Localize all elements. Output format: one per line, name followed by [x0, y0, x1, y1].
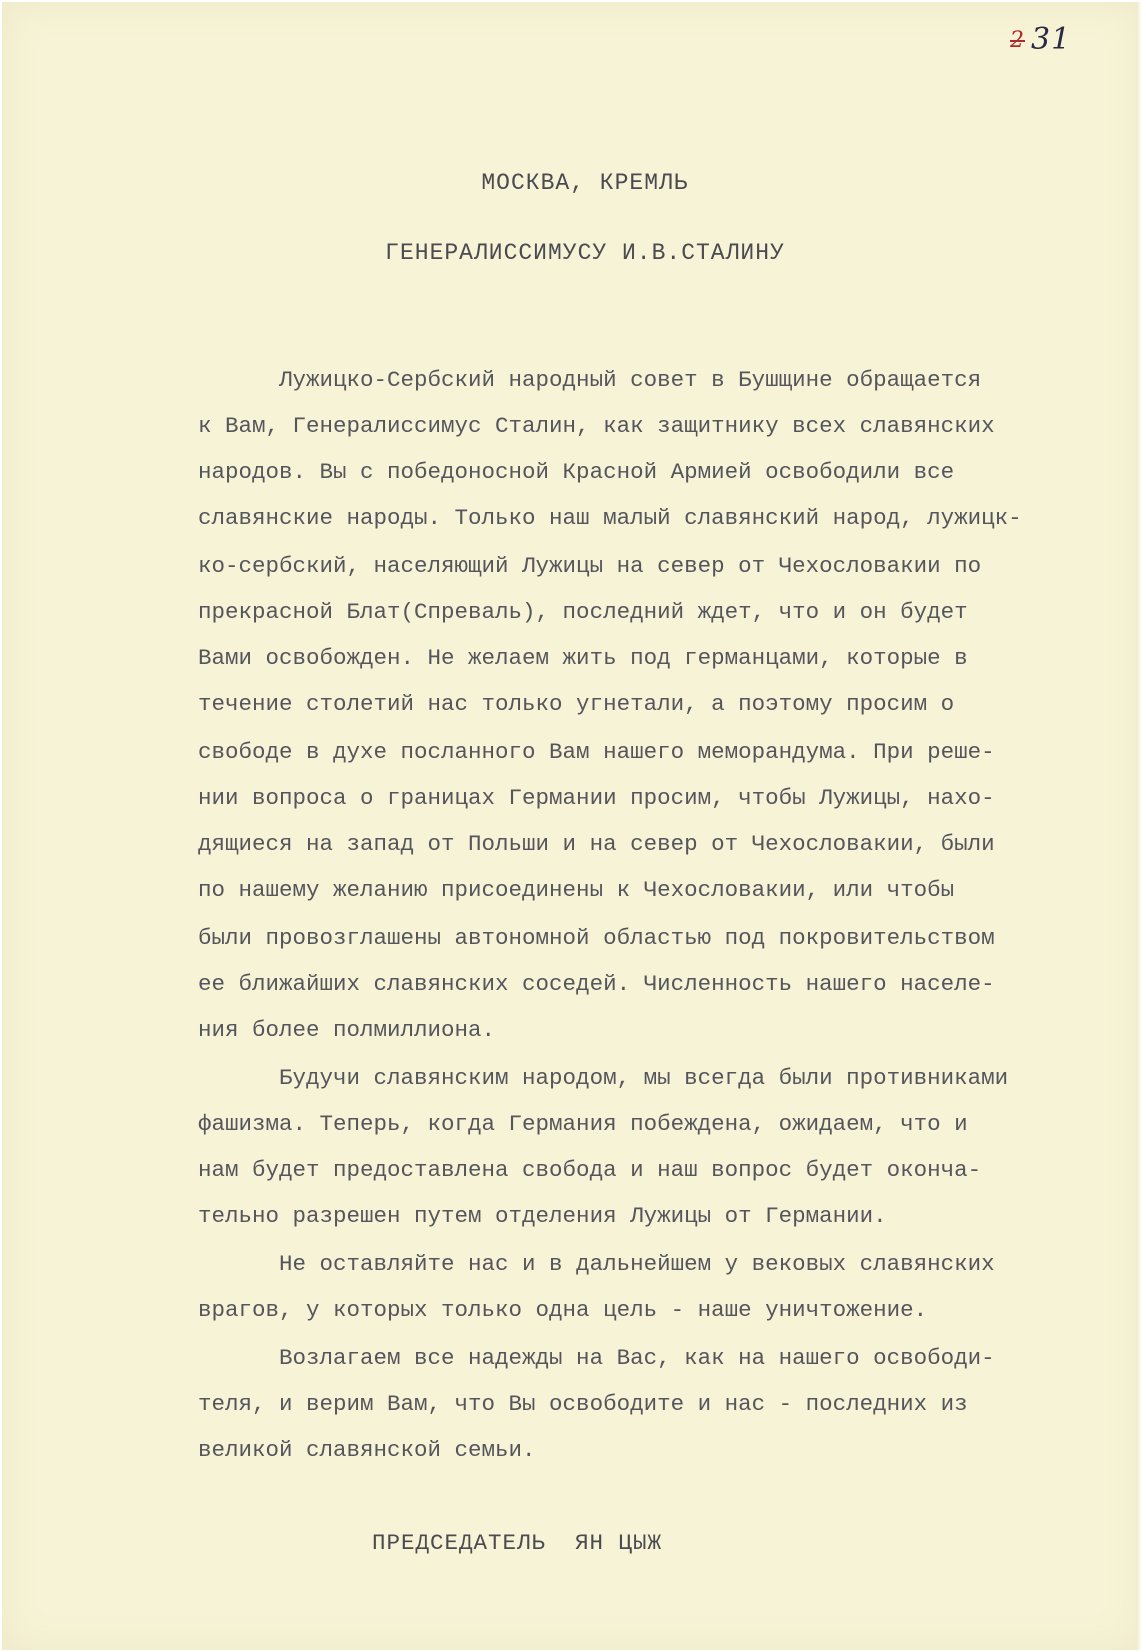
body-line: теля, и верим Вам, что Вы освободите и нас - последних из — [198, 1391, 968, 1417]
body-line: свободе в духе посланного Вам нашего меморандума. При реше- — [198, 739, 995, 765]
body-line: нии вопроса о границах Германии просим, чтобы Лужицы, нахо- — [198, 785, 995, 811]
body-line: фашизма. Теперь, когда Германия побеждена, ожидаем, что и — [198, 1111, 968, 1137]
document-page — [2, 2, 1142, 1650]
body-line: Вами освобожден. Не желаем жить под германцами, которые в — [198, 645, 968, 671]
body-line: Не оставляйте нас и в дальнейшем у вековых славянских — [198, 1251, 995, 1277]
body-line: ния более полмиллиона. — [198, 1017, 496, 1043]
archive-page-number — [1010, 22, 1071, 57]
body-line: нам будет предоставлена свобода и наш вопрос будет оконча- — [198, 1157, 982, 1183]
body-line: врагов, у которых только одна цель - наше уничтожение. — [198, 1297, 928, 1323]
signature-line: ПРЕДСЕДАТЕЛЬ ЯН ЦЫЖ — [372, 1530, 663, 1556]
body-line: течение столетий нас только угнетали, а поэтому просим о — [198, 691, 955, 717]
struck-page-number: 2 — [1010, 28, 1025, 53]
body-line: дящиеся на запад от Польши и на север от Чехословакии, были — [198, 831, 995, 857]
body-line: Лужицко-Сербский народный совет в Бушщине обращается — [198, 367, 982, 393]
body-line: были провозглашены автономной областью под покровительством — [198, 925, 995, 951]
current-page-number: 31 — [1031, 22, 1072, 57]
body-line: Возлагаем все надежды на Вас, как на нашего освободи- — [198, 1345, 995, 1371]
body-line: тельно разрешен путем отделения Лужицы от Германии. — [198, 1203, 887, 1229]
address-line-2: ГЕНЕРАЛИССИМУСУ И.В.СТАЛИНУ — [385, 240, 785, 266]
body-line: славянские народы. Только наш малый славянский народ, лужицк- — [198, 505, 1022, 531]
body-line: Будучи славянским народом, мы всегда были противниками — [198, 1065, 1009, 1091]
body-line: ко-сербский, населяющий Лужицы на север от Чехословакии по — [198, 553, 982, 579]
body-line: народов. Вы с победоносной Красной Армией освободили все — [198, 459, 955, 485]
body-line: ее ближайших славянских соседей. Численность нашего населе- — [198, 971, 995, 997]
body-line: прекрасной Блат(Спреваль), последний ждет, что и он будет — [198, 599, 968, 625]
body-line: к Вам, Генералиссимус Сталин, как защитнику всех славянских — [198, 413, 995, 439]
body-line: великой славянской семьи. — [198, 1437, 536, 1463]
body-line: по нашему желанию присоединены к Чехословакии, или чтобы — [198, 877, 955, 903]
address-line-1: МОСКВА, КРЕМЛЬ — [481, 170, 689, 196]
